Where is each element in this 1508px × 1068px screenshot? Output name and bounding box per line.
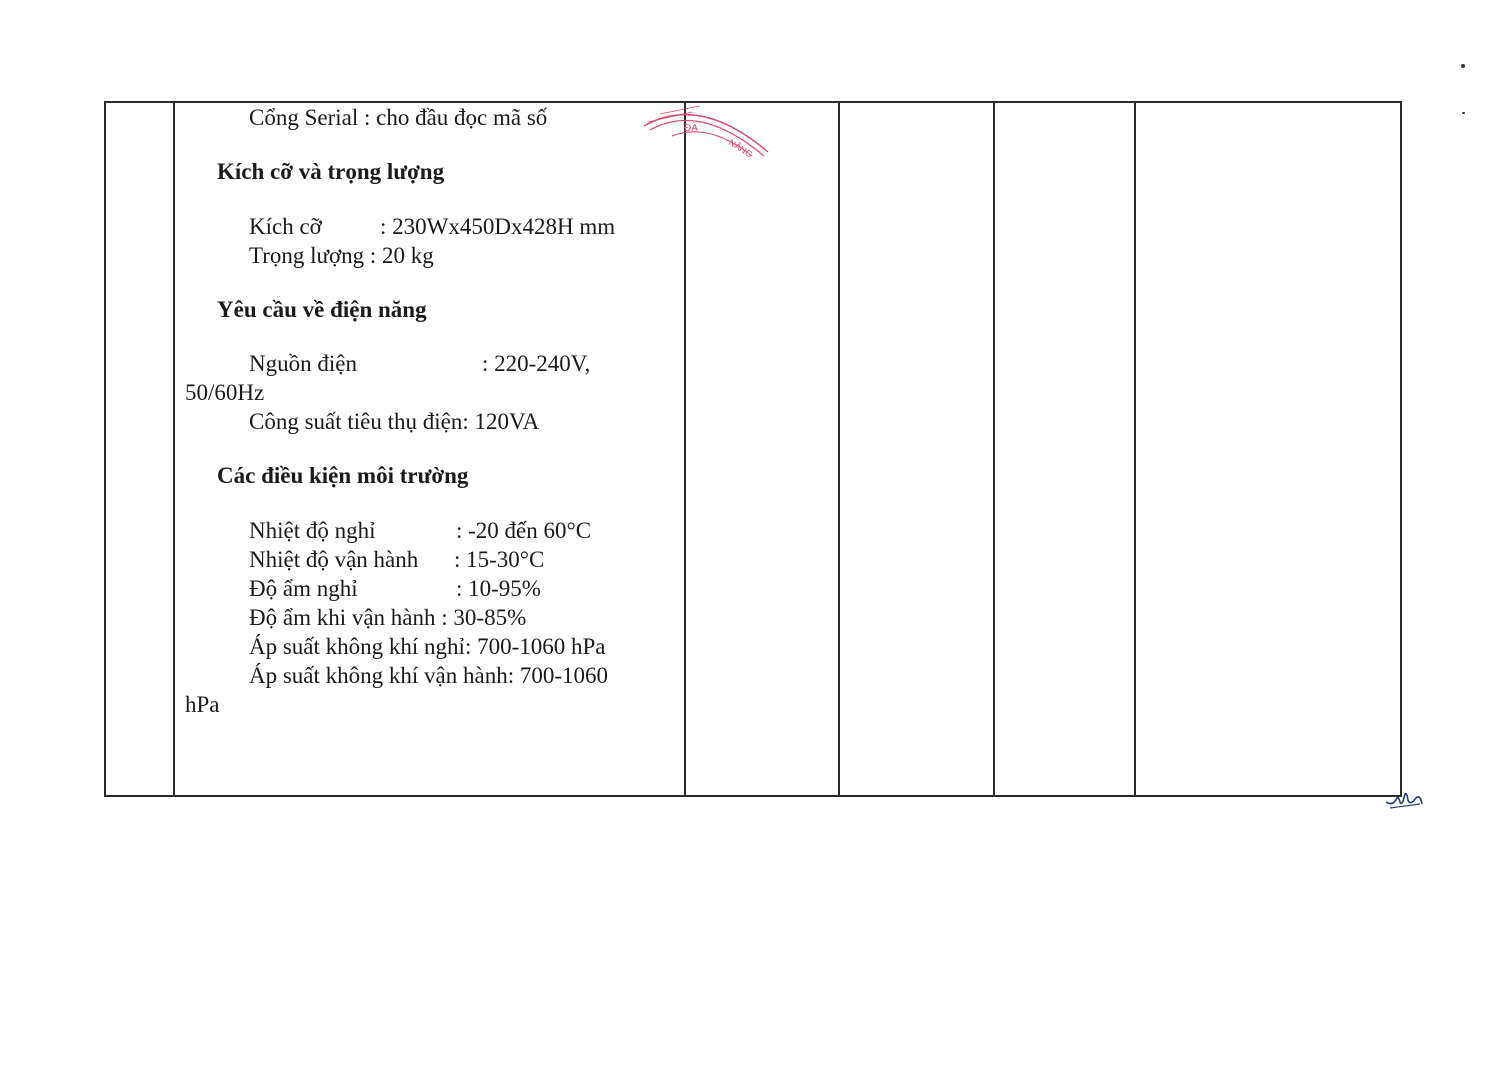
column-divider-4 [838, 101, 840, 796]
env-label: Nhiệt độ nghỉ [249, 518, 376, 543]
signature-initials [1384, 784, 1424, 810]
column-divider-3 [684, 101, 686, 796]
environment-heading: Các điều kiện môi trường [217, 463, 469, 488]
column-divider-6 [1134, 101, 1136, 796]
power-source-label: Nguồn điện [249, 351, 357, 376]
serial-port-line: Cổng Serial : cho đầu đọc mã số [249, 105, 548, 130]
pressure-operating: Áp suất không khí vận hành: 700-1060 [249, 663, 609, 688]
pressure-rest: Áp suất không khí nghỉ: 700-1060 hPa [249, 634, 606, 659]
stamp-text-left: ĐÀ [684, 123, 698, 134]
stamp-seal [640, 100, 775, 160]
humidity-operating: Độ ẩm khi vận hành : 30-85% [249, 605, 527, 630]
env-label: Nhiệt độ vận hành [249, 547, 419, 572]
size-label: Kích cỡ [249, 214, 322, 239]
power-source-value-cont: 50/60Hz [185, 380, 265, 405]
env-value: : 15-30°C [454, 547, 545, 572]
scan-speck [1461, 64, 1465, 68]
weight-line: Trọng lượng : 20 kg [249, 243, 434, 268]
stamp-text-right: NẴNG [726, 137, 755, 160]
column-divider-2 [173, 101, 175, 796]
pressure-operating-cont: hPa [185, 692, 220, 717]
table-right-border [1400, 101, 1402, 796]
env-value: : -20 đến 60°C [456, 518, 592, 543]
column-divider-5 [993, 101, 995, 796]
power-source-value: : 220-240V, [482, 351, 591, 376]
env-label: Độ ẩm nghỉ [249, 576, 358, 601]
env-value: : 10-95% [456, 576, 541, 601]
power-heading: Yêu cầu về điện năng [217, 297, 427, 322]
column-divider-1 [104, 101, 106, 796]
scan-speck [1462, 112, 1465, 114]
power-consumption: Công suất tiêu thụ điện: 120VA [249, 409, 540, 434]
table-bottom-border [104, 795, 1402, 797]
size-weight-heading: Kích cỡ và trọng lượng [217, 159, 445, 184]
size-value: : 230Wx450Dx428H mm [380, 214, 616, 239]
